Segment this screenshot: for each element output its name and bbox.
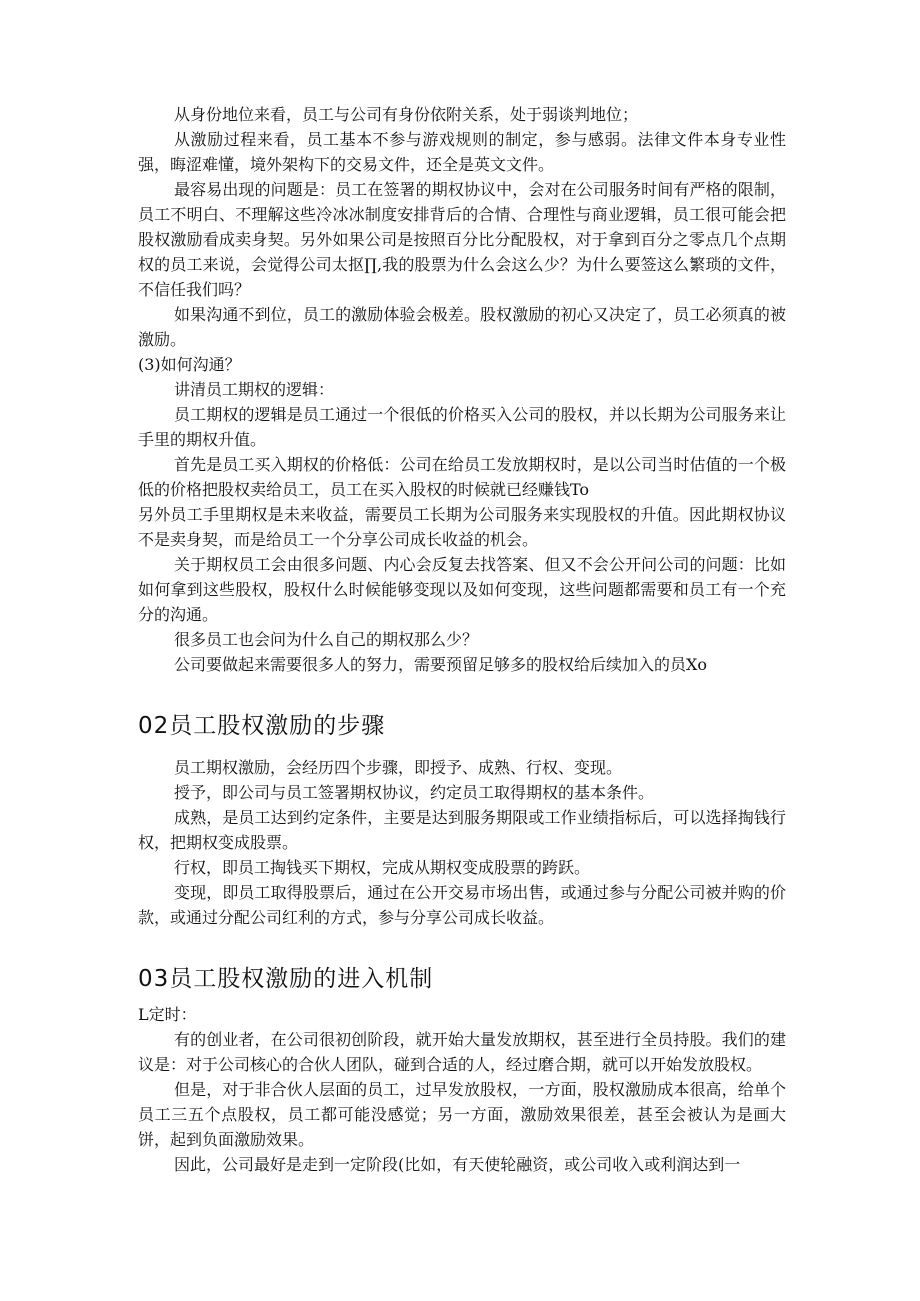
section-02-paragraph-4: 行权，即员工掏钱买下期权，完成从期权变成股票的跨跃。 [174,858,591,877]
intro-paragraph-2: 从激励过程来看，员工基本不参与游戏规则的制定，参与感弱。法律文件本身专业性强，晦涩难懂，境外架构下的交易文件，还全是英文文件。 [138,130,786,174]
section-03-subheading: L定时： [138,1005,197,1024]
section-02-paragraph-2: 授予，即公司与员工签署期权协议，约定员工取得期权的基本条件。 [174,783,655,802]
section-02-paragraph-1: 员工期权激励，会经历四个步骤，即授予、成熟、行权、变现。 [174,758,623,777]
subheading-how-to-communicate: (3)如何沟通？ [138,355,241,374]
after-paragraph-1: 关于期权员工会由很多问题、内心会反复去找答案、但又不会公开问公司的问题：比如如何拿到这些股权，股权什么时候能够变现以及如何变现，这些问题都需要和员工有一个充分的沟通。 [138,555,786,624]
document-body [138,102,786,1177]
communicate-paragraph-4: 另外员工手里期权是未来收益，需要员工长期为公司服务来实现股权的升值。因此期权协议不是卖身契，而是给员工一个分享公司成长收益的机会。 [138,505,786,549]
intro-paragraph-4: 如果沟通不到位，员工的激励体验会极差。股权激励的初心又决定了，员工必须真的被激励。 [138,305,786,349]
after-paragraph-2: 很多员工也会问为什么自己的期权那么少？ [174,630,479,649]
intro-paragraph-1: 从身份地位来看，员工与公司有身份依附关系，处于弱谈判地位； [174,105,639,124]
after-paragraph-3: 公司要做起来需要很多人的努力，需要预留足够多的股权给后续加入的员Xo [174,655,708,674]
communicate-paragraph-1: 讲清员工期权的逻辑： [174,380,335,399]
section-02-paragraph-5: 变现，即员工取得股票后，通过在公开交易市场出售，或通过参与分配公司被并购的价款，或通过分配公司红利的方式，参与分享公司成长收益。 [138,883,786,927]
section-03-paragraph-2: 但是，对于非合伙人层面的员工，过早发放股权，一方面，股权激励成本很高，给单个员工三五个点股权，员工都可能没感觉；另一方面，激励效果很差，甚至会被认为是画大饼，起到负面激励效果。 [138,1080,786,1149]
section-02-paragraph-3: 成熟，是员工达到约定条件，主要是达到服务期限或工作业绩指标后，可以选择掏钱行权，把期权变成股票。 [138,808,786,852]
section-03-paragraph-3: 因此，公司最好是走到一定阶段(比如，有天使轮融资，或公司收入或利润达到一 [174,1155,741,1174]
section-02-title: 02员工股权激励的步骤 [138,713,386,739]
section-03-paragraph-1: 有的创业者，在公司很初创阶段，就开始大量发放期权，甚至进行全员持股。我们的建议是：对于公司核心的合伙人团队，碰到合适的人，经过磨合期，就可以开始发放股权。 [138,1030,786,1074]
intro-paragraph-3: 最容易出现的问题是：员工在签署的期权协议中，会对在公司服务时间有严格的限制，员工不明白、不理解这些冷冰冰制度安排背后的合情、合理性与商业逻辑，员工很可能会把股权激励看成卖身契。另外如果公司是按照百分比分配股权，对于拿到百分之零点几个点期权的员工来说，会觉得公司太抠∏,我的股票为什么会这么少？为什么要签这么繁琐的文件，不信任我们吗？ [138,180,786,299]
communicate-paragraph-2: 员工期权的逻辑是员工通过一个很低的价格买入公司的股权，并以长期为公司服务来让手里的期权升值。 [138,405,786,449]
section-03-title: 03员工股权激励的进入机制 [138,966,434,992]
communicate-paragraph-3: 首先是员工买入期权的价格低：公司在给员工发放期权时，是以公司当时估值的一个极低的价格把股权卖给员工，员工在买入股权的时候就已经赚钱To [138,455,786,499]
